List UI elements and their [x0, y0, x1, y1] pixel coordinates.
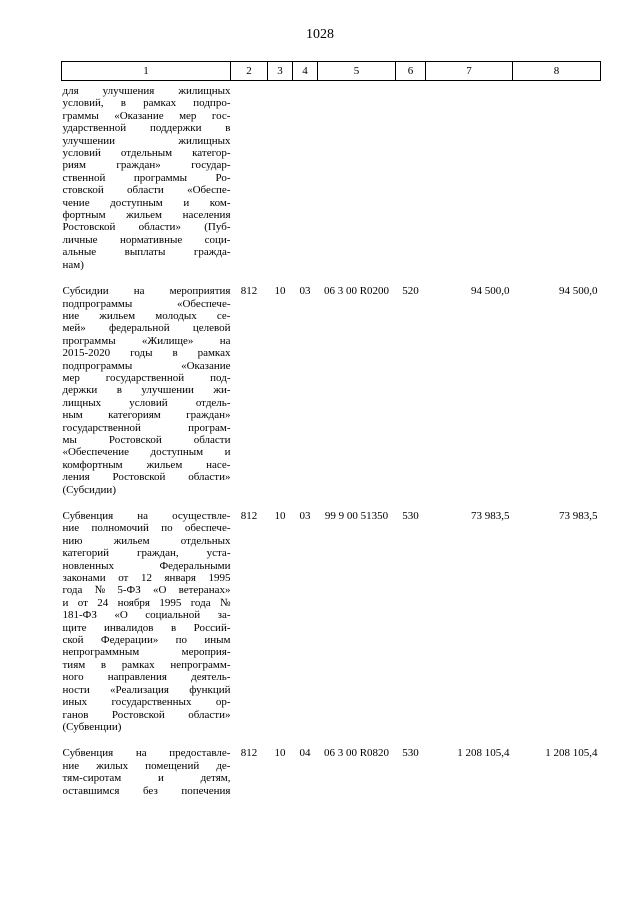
description-line: (Субсидии): [62, 483, 116, 496]
description-line: ской Федерации» по иным: [62, 634, 231, 647]
description-line: фортным жильем населения: [62, 209, 231, 222]
section-code-cell: 10: [274, 747, 286, 760]
description-line: Субсидии на мероприятия: [62, 285, 231, 298]
description-line: ние жилых помещений де-: [62, 759, 231, 772]
description-line: граммы «Оказание мер гос-: [62, 109, 231, 122]
description-line: улучшении жилищных: [62, 134, 231, 147]
expense-type-code-cell: 520: [402, 285, 419, 298]
target-item-code-cell: 99 9 00 51350: [324, 510, 389, 522]
description-line: категорий граждан, уста-: [62, 547, 231, 560]
row-description-cell: [62, 747, 231, 811]
header-cell-5: 5: [318, 62, 396, 81]
description-line: 181-ФЗ «О социальной за-: [62, 609, 231, 622]
admin-code-cell: [231, 81, 268, 286]
header-cell-3: 3: [268, 62, 293, 81]
description-line: 2015-2020 годы в рамках: [62, 347, 231, 360]
budget-table: [61, 61, 601, 811]
description-line: мы Ростовской области: [62, 433, 231, 446]
expense-type-code-cell: 530: [402, 510, 419, 522]
description-line: «Обеспечение доступным и: [62, 446, 231, 459]
description-line: тиям в рамках непрограмм-: [62, 658, 231, 671]
admin-code-cell: 812: [240, 285, 258, 298]
header-cell-2: 2: [231, 62, 268, 81]
row-description-cell: [62, 81, 231, 286]
description-line: мей» федеральной целевой: [62, 322, 231, 335]
description-line: ганов Ростовской области»: [62, 708, 231, 721]
table-body: [62, 81, 601, 811]
description-line: ности «Реализация функций: [62, 683, 231, 696]
description-line: щите инвалидов в Россий-: [62, 621, 231, 634]
table-row: [62, 285, 601, 510]
description-line: альные выплаты гражда-: [62, 246, 231, 259]
expense-type-code-cell: 530: [402, 747, 419, 760]
header-cell-8: 8: [513, 62, 601, 81]
table-row: [62, 81, 601, 286]
section-code-cell: 10: [274, 285, 286, 298]
description-line: Ростовской области» (Пуб-: [62, 221, 231, 234]
header-cell-6: 6: [396, 62, 426, 81]
amount-cell: 94 500,0: [471, 285, 510, 298]
description-line: новленных Федеральными: [62, 559, 231, 572]
target-item-code-cell: [318, 81, 396, 286]
row-description-cell: [62, 285, 231, 510]
subsection-code-cell: 03: [299, 285, 311, 298]
admin-code-cell: 812: [240, 510, 258, 522]
description-line: и от 24 ноября 1995 года №: [62, 596, 231, 609]
description-line: подпрограммы «Обеспече-: [62, 297, 231, 310]
description-line: (Субвенции): [62, 720, 122, 733]
amount-total-cell: 73 983,5: [559, 510, 598, 522]
description-line: условий отдельным категор-: [62, 147, 231, 160]
description-line: года № 5-ФЗ «О ветеранах»: [62, 584, 231, 597]
description-line: держки в улучшении жи-: [62, 384, 231, 397]
amount-cell: 73 983,5: [471, 510, 510, 522]
amount-cell: [426, 81, 513, 286]
description-line: чение доступным и ком-: [62, 196, 231, 209]
description-line: нию жильем отдельных: [62, 534, 231, 547]
admin-code-cell: 812: [240, 747, 258, 760]
subsection-code-cell: [293, 81, 318, 286]
amount-total-cell: 94 500,0: [559, 285, 598, 298]
description-line: тям-сиротам и детям,: [62, 772, 231, 785]
amount-cell: 1 208 105,4: [457, 747, 510, 760]
description-line: ударственной поддержки в: [62, 122, 231, 135]
page-number: 1028: [306, 27, 334, 42]
description-line: личные нормативные соци-: [62, 233, 231, 246]
header-cell-1: 1: [62, 62, 231, 81]
description-line: оставшимся без попечения: [62, 784, 231, 797]
description-line: ственной программы Ро-: [62, 171, 231, 184]
description-line: ние полномочий по обеспече-: [62, 522, 231, 535]
description-line: государственной програм-: [62, 421, 231, 434]
section-code-cell: 10: [274, 510, 286, 522]
description-line: ного направления деятель-: [62, 671, 231, 684]
table-row: [62, 510, 601, 747]
header-cell-4: 4: [293, 62, 318, 81]
description-line: нам): [62, 258, 84, 271]
description-line: непрограммным мероприя-: [62, 646, 231, 659]
description-line: риям граждан» государ-: [62, 159, 231, 172]
amount-total-cell: [513, 81, 601, 286]
description-line: подпрограммы «Оказание: [62, 359, 231, 372]
description-line: для улучшения жилищных: [62, 85, 231, 97]
target-item-code-cell: 06 3 00 R0820: [323, 747, 390, 760]
target-item-code-cell: 06 3 00 R0200: [323, 285, 390, 298]
expense-type-code-cell: [396, 81, 426, 286]
subsection-code-cell: 03: [299, 510, 311, 522]
row-description-cell: [62, 510, 231, 747]
description-line: программы «Жилище» на: [62, 334, 231, 347]
description-line: стовской области «Обеспе-: [62, 184, 231, 197]
description-line: ние жильем молодых се-: [62, 309, 231, 322]
description-line: лищных условий отдель-: [62, 396, 231, 409]
subsection-code-cell: 04: [299, 747, 311, 760]
amount-total-cell: 1 208 105,4: [545, 747, 598, 760]
description-line: Субвенция на осуществле-: [62, 510, 231, 522]
header-row: [62, 62, 601, 81]
table-row: [62, 747, 601, 811]
header-cell-7: 7: [426, 62, 513, 81]
description-line: Субвенция на предоставле-: [62, 747, 231, 760]
description-line: мер государственной под-: [62, 371, 231, 384]
section-code-cell: [268, 81, 293, 286]
description-line: иных государственных ор-: [62, 696, 231, 709]
description-line: условий, в рамках подпро-: [62, 97, 231, 110]
description-line: ным категориям граждан»: [62, 409, 231, 422]
description-line: комфортным жильем насе-: [62, 458, 231, 471]
description-line: законами от 12 января 1995: [62, 572, 231, 585]
description-line: ления Ростовской области»: [62, 471, 231, 484]
